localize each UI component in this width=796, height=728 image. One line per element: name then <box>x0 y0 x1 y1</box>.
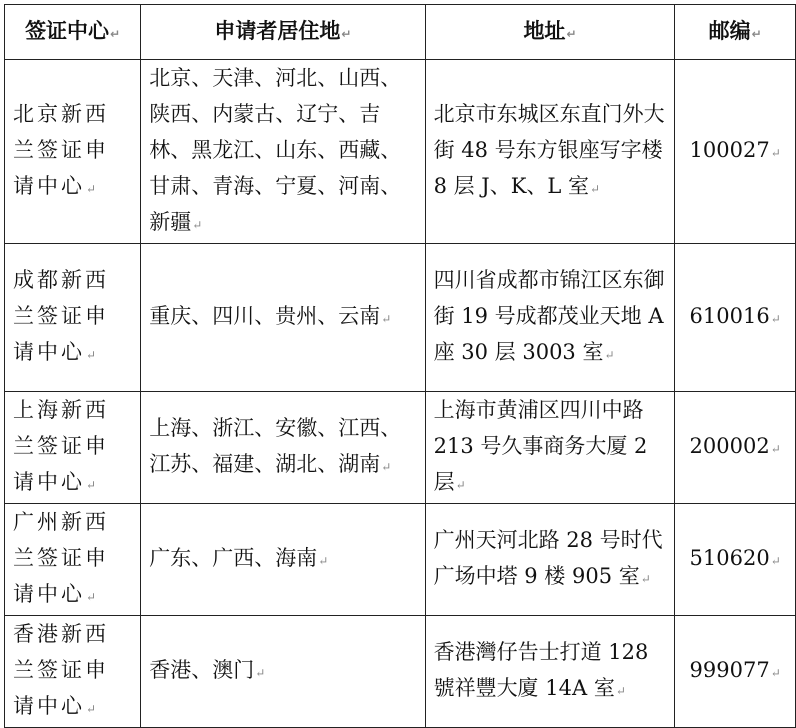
postcode-cell: 610016↵ <box>675 244 796 392</box>
table-row <box>5 504 796 616</box>
paragraph-mark-icon: ↵ <box>604 348 615 362</box>
address-cell: 上海市黄浦区四川中路 213 号久事商务大厦 2 层↵ <box>425 392 675 504</box>
residence-cell: 香港、澳门↵ <box>141 616 425 728</box>
postcode-cell: 510620↵ <box>675 504 796 616</box>
residence-cell: 重庆、四川、贵州、云南↵ <box>141 244 425 392</box>
paragraph-mark-icon: ↵ <box>566 26 577 41</box>
paragraph-mark-icon: ↵ <box>110 26 121 41</box>
paragraph-mark-icon: ↵ <box>86 590 100 604</box>
visa-center-table <box>4 4 796 728</box>
paragraph-mark-icon: ↵ <box>640 572 651 586</box>
paragraph-mark-icon: ↵ <box>770 146 781 160</box>
center-cell: 北京新西兰签证申请中心↵ <box>5 60 141 244</box>
table-row <box>5 616 796 728</box>
paragraph-mark-icon: ↵ <box>86 348 100 362</box>
header-center: 签证中心↵ <box>5 5 141 60</box>
address-cell: 香港灣仔告士打道 128 號祥豐大廈 14A 室↵ <box>425 616 675 728</box>
center-cell: 广州新西兰签证申请中心↵ <box>5 504 141 616</box>
center-cell: 成都新西兰签证申请中心↵ <box>5 244 141 392</box>
address-cell: 北京市东城区东直门外大街 48 号东方银座写字楼 8 层 J、K、L 室↵ <box>425 60 675 244</box>
paragraph-mark-icon: ↵ <box>770 442 781 456</box>
paragraph-mark-icon: ↵ <box>381 312 392 326</box>
paragraph-mark-icon: ↵ <box>381 460 392 474</box>
header-address: 地址↵ <box>425 5 675 60</box>
paragraph-mark-icon: ↵ <box>86 478 100 492</box>
paragraph-mark-icon: ↵ <box>86 702 100 716</box>
postcode-cell: 200002↵ <box>675 392 796 504</box>
header-postcode: 邮编↵ <box>675 5 796 60</box>
residence-cell: 上海、浙江、安徽、江西、江苏、福建、湖北、湖南↵ <box>141 392 425 504</box>
address-cell: 四川省成都市锦江区东御街 19 号成都茂业天地 A 座 30 层 3003 室↵ <box>425 244 675 392</box>
paragraph-mark-icon: ↵ <box>318 554 329 568</box>
postcode-cell: 999077↵ <box>675 616 796 728</box>
paragraph-mark-icon: ↵ <box>341 26 352 41</box>
address-cell: 广州天河北路 28 号时代广场中塔 9 楼 905 室↵ <box>425 504 675 616</box>
header-residence: 申请者居住地↵ <box>141 5 425 60</box>
paragraph-mark-icon: ↵ <box>751 26 762 41</box>
residence-cell: 北京、天津、河北、山西、陕西、内蒙古、辽宁、吉林、黑龙江、山东、西藏、甘肃、青海、宁夏、河南、新疆↵ <box>141 60 425 244</box>
paragraph-mark-icon: ↵ <box>192 218 203 232</box>
paragraph-mark-icon: ↵ <box>770 554 781 568</box>
paragraph-mark-icon: ↵ <box>86 182 100 196</box>
residence-cell: 广东、广西、海南↵ <box>141 504 425 616</box>
postcode-cell: 100027↵ <box>675 60 796 244</box>
table-row <box>5 392 796 504</box>
table-row <box>5 60 796 244</box>
header-row <box>5 5 796 60</box>
paragraph-mark-icon: ↵ <box>615 684 626 698</box>
paragraph-mark-icon: ↵ <box>455 478 466 492</box>
table-row <box>5 244 796 392</box>
center-cell: 香港新西兰签证申请中心↵ <box>5 616 141 728</box>
paragraph-mark-icon: ↵ <box>255 666 266 680</box>
paragraph-mark-icon: ↵ <box>770 666 781 680</box>
paragraph-mark-icon: ↵ <box>590 182 601 196</box>
center-cell: 上海新西兰签证申请中心↵ <box>5 392 141 504</box>
paragraph-mark-icon: ↵ <box>770 312 781 326</box>
